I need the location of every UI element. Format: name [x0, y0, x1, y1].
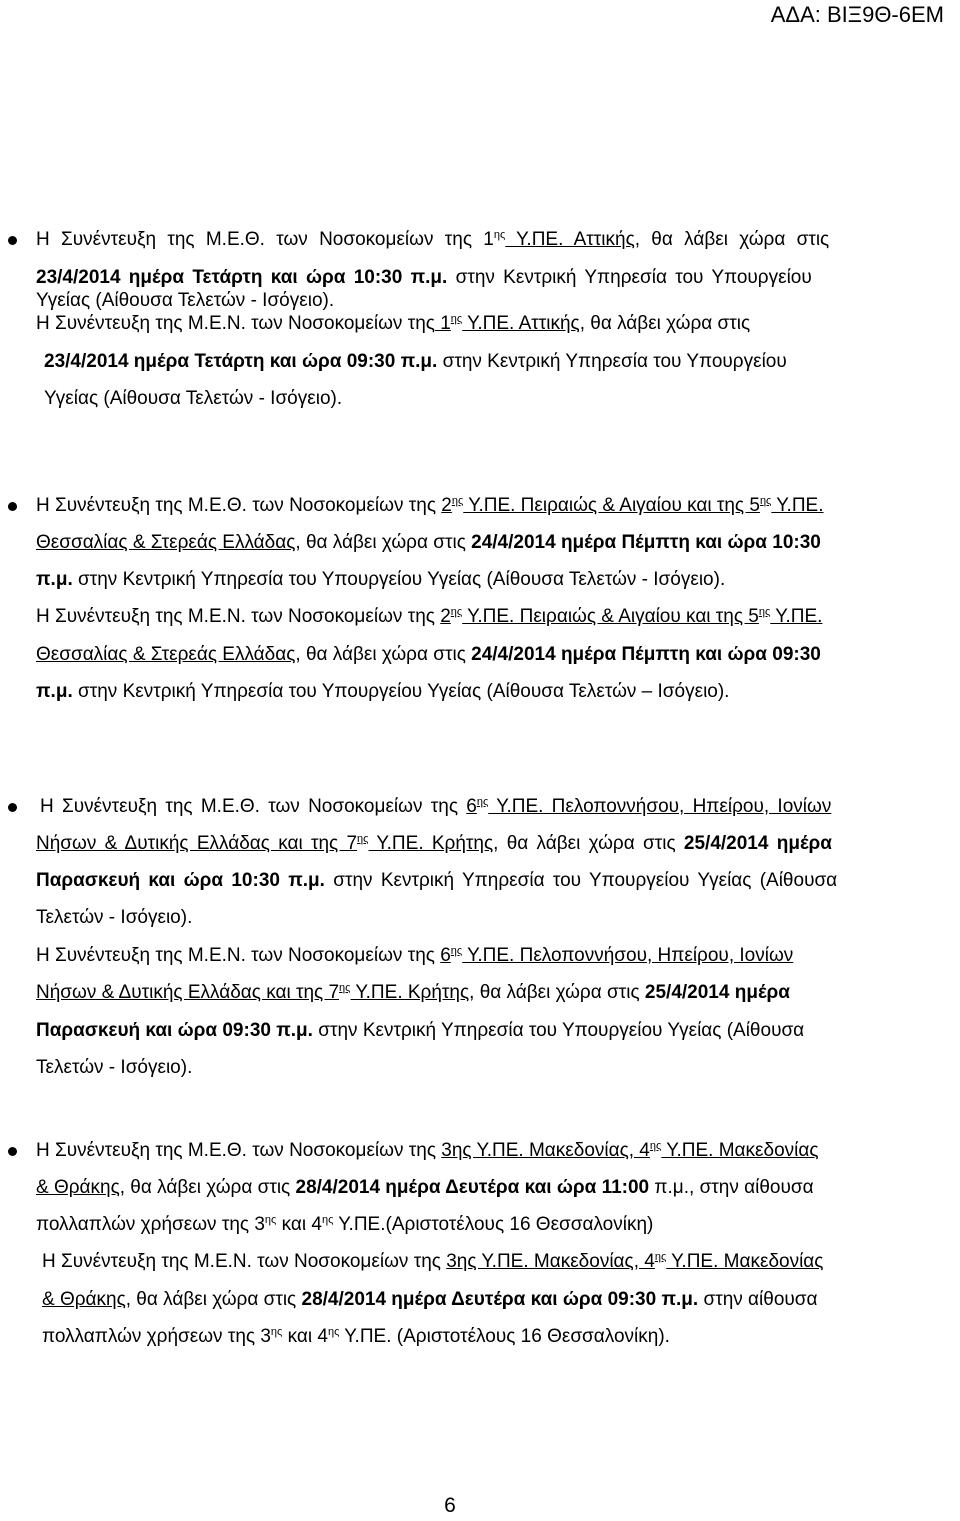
s4-line-2: & Θράκης, θα λάβει χώρα στις 28/4/2014 ημέρα Δευτέρα και ώρα 11:00 π.μ., στην αίθουσα [36, 1177, 814, 1198]
s1-line-3: Υγείας (Αίθουσα Τελετών - Ισόγειο). [36, 290, 335, 311]
s4-line-5: & Θράκης, θα λάβει χώρα στις 28/4/2014 ημέρα Δευτέρα και ώρα 09:30 π.μ. στην αίθουσα [42, 1289, 818, 1310]
s1-line-6: Υγείας (Αίθουσα Τελετών - Ισόγειο). [44, 388, 343, 409]
bullet-4 [8, 1147, 17, 1156]
s4-line-3: πολλαπλών χρήσεων της $3^{\eta\varsigma}$ και $4^{\eta\varsigma}$ Υ.ΠΕ.(Αριστοτέλους 16 Θεσσαλονίκη) [36, 1214, 654, 1235]
s1-line-1: Η Συνέντευξη της Μ.Ε.Θ. των Νοσοκομείων της $1^{\eta\varsigma}$ Υ.ΠΕ. Αττικής, θα λάβει χώρα στις [36, 229, 830, 250]
s3-line-3: Παρασκευή και ώρα 10:30 π.μ. στην Κεντρική Υπηρεσία του Υπουργείου Υγείας (Αίθουσα [36, 870, 838, 891]
s3-line-8: Τελετών - Ισόγειο). [36, 1057, 193, 1078]
bullet-2 [8, 502, 17, 511]
s2-line-3: π.μ. στην Κεντρική Υπηρεσία του Υπουργείου Υγείας (Αίθουσα Τελετών - Ισόγειο). [36, 569, 726, 590]
s1-line-5: 23/4/2014 ημέρα Τετάρτη και ώρα 09:30 π.μ. στην Κεντρική Υπηρεσία του Υπουργείου [44, 351, 787, 372]
s1-line-4: Η Συνέντευξη της Μ.Ε.Ν. των Νοσοκομείων της $1^{\eta\varsigma}$ Υ.ΠΕ. Αττικής, θα λάβει χώρα στις [36, 313, 751, 334]
s4-line-6: πολλαπλών χρήσεων της $3^{\eta\varsigma}$ και $4^{\eta\varsigma}$ Υ.ΠΕ. (Αριστοτέλους 16 Θεσσαλονίκη). [42, 1326, 670, 1347]
page-number: 6 [444, 1494, 456, 1517]
s2-line-5: Θεσσαλίας & Στερεάς Ελλάδας, θα λάβει χώρα στις 24/4/2014 ημέρα Πέμπτη και ώρα 09:30 [36, 644, 821, 665]
s4-line-4: Η Συνέντευξη της Μ.Ε.Ν. των Νοσοκομείων της 3ης Υ.ΠΕ. Μακεδονίας, $4^{\eta\varsigma}$ Υ.ΠΕ. Μακεδονίας [42, 1251, 824, 1272]
s4-line-1: Η Συνέντευξη της Μ.Ε.Θ. των Νοσοκομείων της 3ης Υ.ΠΕ. Μακεδονίας, $4^{\eta\varsigma}$ Υ.ΠΕ. Μακεδονίας [36, 1140, 819, 1161]
s2-line-6: π.μ. στην Κεντρική Υπηρεσία του Υπουργείου Υγείας (Αίθουσα Τελετών – Ισόγειο). [36, 681, 730, 702]
s2-line-1: Η Συνέντευξη της Μ.Ε.Θ. των Νοσοκομείων της $2^{\eta\varsigma}$ Υ.ΠΕ. Πειραιώς & Αιγαίου και της $5^{\eta\varsigma}$ Υ.ΠΕ. [36, 495, 824, 516]
ada-code: ΑΔΑ: ΒΙΞ9Θ-6ΕΜ [770, 2, 944, 27]
s3-line-4: Τελετών - Ισόγειο). [36, 907, 193, 928]
s2-line-2: Θεσσαλίας & Στερεάς Ελλάδας, θα λάβει χώρα στις 24/4/2014 ημέρα Πέμπτη και ώρα 10:30 [36, 532, 821, 553]
s3-line-2: Νήσων & Δυτικής Ελλάδας και της $7^{\eta\varsigma}$ Υ.ΠΕ. Κρήτης, θα λάβει χώρα στις 25/4/2014 ημέρα [36, 833, 832, 854]
s3-line-6: Νήσων & Δυτικής Ελλάδας και της $7^{\eta\varsigma}$ Υ.ΠΕ. Κρήτης, θα λάβει χώρα στις 25/4/2014 ημέρα [36, 982, 790, 1003]
bullet-1 [8, 236, 17, 245]
s2-line-4: Η Συνέντευξη της Μ.Ε.Ν. των Νοσοκομείων της $2^{\eta\varsigma}$ Υ.ΠΕ. Πειραιώς & Αιγαίου και της $5^{\eta\varsigma}$ Υ.ΠΕ. [36, 606, 823, 627]
s3-line-5: Η Συνέντευξη της Μ.Ε.Ν. των Νοσοκομείων της $6^{\eta\varsigma}$ Υ.ΠΕ. Πελοποννήσου, Ηπείρου, Ιονίων [36, 945, 794, 966]
bullet-3 [8, 803, 17, 812]
s1-line-2: 23/4/2014 ημέρα Τετάρτη και ώρα 10:30 π.μ. στην Κεντρική Υπηρεσία του Υπουργείου [36, 267, 812, 288]
s3-line-1: Η Συνέντευξη της Μ.Ε.Θ. των Νοσοκομείων της $6^{\eta\varsigma}$ Υ.ΠΕ. Πελοποννήσου, Ηπείρου, Ιονίων [40, 796, 832, 817]
s3-line-7: Παρασκευή και ώρα 09:30 π.μ. στην Κεντρική Υπηρεσία του Υπουργείου Υγείας (Αίθουσα [36, 1020, 805, 1041]
